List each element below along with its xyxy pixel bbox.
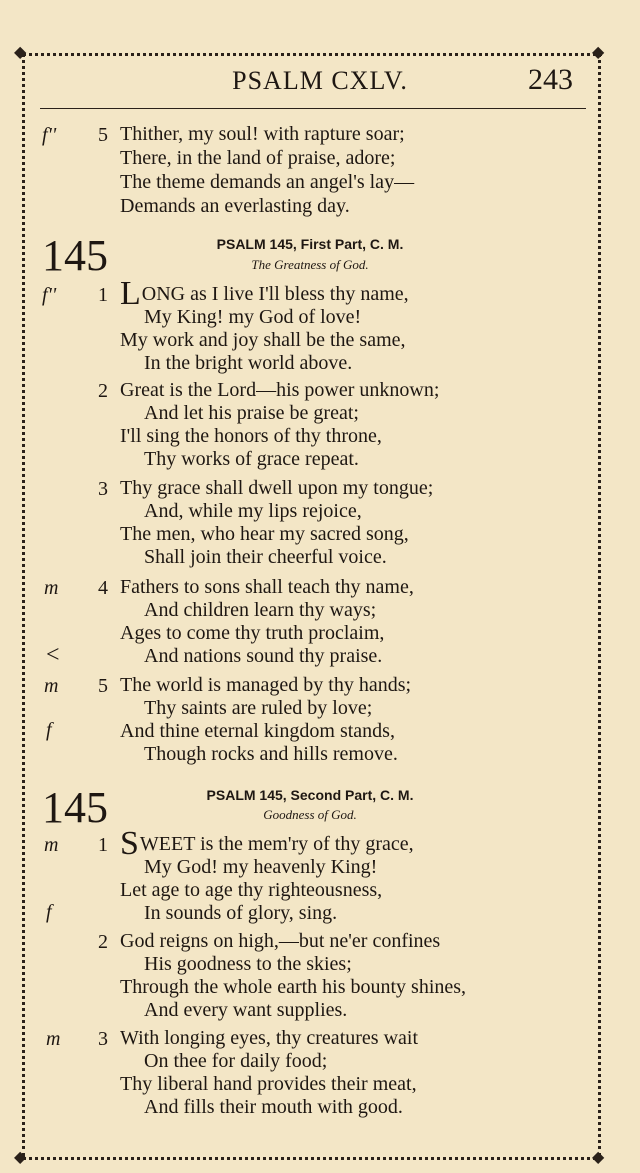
verse-line: Thy saints are ruled by love; (144, 697, 373, 719)
verse-line: Fathers to sons shall teach thy name, (120, 576, 414, 598)
verse-line: The world is managed by thy hands; (120, 674, 412, 696)
verse-number: 1 (98, 834, 108, 856)
dynamic-mark: m (44, 577, 59, 599)
dynamic-mark: m (44, 675, 59, 697)
page-number: 243 (528, 63, 573, 96)
verse-line: The men, who hear my sacred song, (120, 523, 409, 545)
psalm-title: PSALM 145, Second Part, C. M. (206, 787, 414, 803)
verse-line: There, in the land of praise, adore; (120, 147, 396, 169)
verse-line: My King! my God of love! (144, 306, 362, 328)
dynamic-mark: m (44, 834, 59, 856)
verse-line: Shall join their cheerful voice. (144, 546, 387, 568)
psalm-subtitle: The Greatness of God. (251, 257, 369, 272)
psalm-title: PSALM 145, First Part, C. M. (216, 236, 404, 252)
verse-line: I'll sing the honors of thy throne, (120, 425, 382, 447)
verse-line: Ages to come thy truth proclaim, (120, 622, 385, 644)
dynamic-mark: f'' (42, 124, 57, 146)
verse-number: 5 (98, 124, 108, 146)
psalm-subtitle: Goodness of God. (263, 807, 357, 822)
dynamic-mark: f (46, 901, 52, 923)
verse-line: My work and joy shall be the same, (120, 329, 406, 351)
verse-line: And thine eternal kingdom stands, (120, 720, 395, 742)
verse-number: 1 (98, 284, 108, 306)
running-header: PSALM CXLV. (232, 66, 408, 95)
dynamic-mark: m (46, 1028, 61, 1050)
verse-line: SWEET is the mem'ry of thy grace, (120, 825, 414, 862)
verse-line: God reigns on high,—but ne'er confines (120, 930, 441, 952)
verse-number: 5 (98, 675, 108, 697)
dynamic-mark: f (46, 719, 52, 741)
dynamic-mark: f'' (42, 284, 57, 306)
verse-line: Demands an everlasting day. (120, 195, 350, 217)
verse-line: On thee for daily food; (144, 1050, 328, 1072)
verse-line: And, while my lips rejoice, (144, 500, 362, 522)
bottom-border (18, 1157, 602, 1160)
verse-line: Thy works of grace repeat. (144, 448, 359, 470)
corner-ornament-icon: ◆ (14, 1149, 27, 1166)
verse-line: And let his praise be great; (144, 402, 359, 424)
verse-line: Thy liberal hand provides their meat, (120, 1073, 417, 1095)
verse-line: Though rocks and hills remove. (144, 743, 398, 765)
header-rule (40, 108, 586, 109)
verse-number: 4 (98, 577, 108, 599)
verse-line: And nations sound thy praise. (144, 645, 383, 667)
verse-line: And children learn thy ways; (144, 599, 377, 621)
verse-line: The theme demands an angel's lay— (120, 171, 415, 193)
corner-ornament-icon: ◆ (14, 44, 27, 61)
verse-number: 2 (98, 380, 108, 402)
verse-line: My God! my heavenly King! (144, 856, 378, 878)
verse-line: His goodness to the skies; (144, 953, 352, 975)
verse-line: With longing eyes, thy creatures wait (120, 1027, 418, 1049)
crescendo-mark: < (46, 642, 60, 668)
corner-ornament-icon: ◆ (592, 44, 605, 61)
hymn-number: 145 (42, 783, 108, 832)
verse-line: Thy grace shall dwell upon my tongue; (120, 477, 434, 499)
corner-ornament-icon: ◆ (592, 1149, 605, 1166)
verse-line: Thither, my soul! with rapture soar; (120, 123, 405, 145)
verse-number: 2 (98, 931, 108, 953)
verse-number: 3 (98, 478, 108, 500)
top-border (18, 53, 602, 56)
verse-line: Through the whole earth his bounty shines, (120, 976, 467, 998)
verse-line: Let age to age thy righteousness, (120, 879, 383, 901)
drop-cap: L (120, 275, 141, 312)
verse-line: And every want supplies. (144, 999, 348, 1021)
left-border (22, 53, 25, 1157)
verse-line: In the bright world above. (144, 352, 353, 374)
verse-line: In sounds of glory, sing. (144, 902, 338, 924)
verse-line: And fills their mouth with good. (144, 1096, 403, 1118)
hymn-number: 145 (42, 231, 108, 280)
drop-cap: S (120, 825, 139, 862)
verse-line: LONG as I live I'll bless thy name, (120, 275, 409, 312)
verse-line: Great is the Lord—his power unknown; (120, 379, 440, 401)
right-border (598, 53, 601, 1157)
verse-number: 3 (98, 1028, 108, 1050)
